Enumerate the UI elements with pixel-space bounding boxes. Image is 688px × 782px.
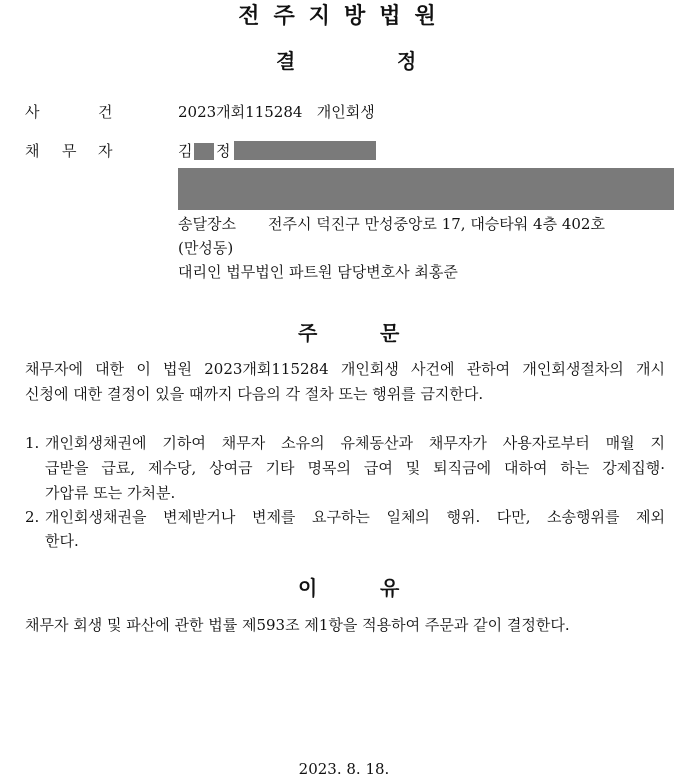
item-2-line2: 한다. xyxy=(45,532,79,550)
debtor-label-2: 무 xyxy=(62,142,77,160)
debtor-name-last: 정 xyxy=(216,142,231,160)
reason-heading-right: 유 xyxy=(380,576,400,600)
address-cont: (만성동) xyxy=(178,239,234,257)
doc-type-right: 정 xyxy=(397,49,417,73)
item-2-number: 2. xyxy=(25,508,40,526)
order-heading-left: 주 xyxy=(298,321,318,345)
redaction-address xyxy=(178,168,674,210)
order-heading-right: 문 xyxy=(380,321,400,345)
reason-text: 채무자 회생 및 파산에 관한 법률 제593조 제1항을 적용하여 주문과 같이 결정한다. xyxy=(25,616,570,634)
case-number: 2023개회115284 개인회생 xyxy=(178,103,375,121)
item-1-line1: 개인회생채권에 기하여 채무자 소유의 유체동산과 채무자가 사용자로부터 매월 지 xyxy=(45,434,665,452)
item-1-number: 1. xyxy=(25,434,40,452)
item-1-line2: 급받을 급료, 제수당, 상여금 기타 명목의 급여 및 퇴직금에 대하여 하는 강제집행· xyxy=(45,459,665,477)
debtor-label-3: 자 xyxy=(98,142,113,160)
debtor-name-first: 김 xyxy=(178,142,193,160)
order-intro-line2: 신청에 대한 결정이 있을 때까지 다음의 각 절차 또는 행위를 금지한다. xyxy=(25,385,484,403)
redaction-id xyxy=(234,141,376,160)
address-label: 송달장소 xyxy=(178,215,236,233)
court-name: 전주지방법원 xyxy=(238,4,450,29)
reason-heading-left: 이 xyxy=(298,576,318,600)
item-1-line3: 가압류 또는 가처분. xyxy=(45,484,176,502)
representative: 대리인 법무법인 파트원 담당변호사 최홍준 xyxy=(178,263,458,281)
decision-date: 2023. 8. 18. xyxy=(298,760,390,778)
case-label-1: 사 xyxy=(25,103,40,121)
item-2-line1: 개인회생채권을 변제받거나 변제를 요구하는 일체의 행위. 다만, 소송행위를 제외 xyxy=(45,508,665,526)
doc-type-left: 결 xyxy=(276,49,296,73)
debtor-label-1: 채 xyxy=(25,142,40,160)
redaction-name xyxy=(194,143,214,160)
address: 전주시 덕진구 만성중앙로 17, 대승타워 4층 402호 xyxy=(268,215,605,233)
order-intro-line1: 채무자에 대한 이 법원 2023개회115284 개인회생 사건에 관하여 개인회생절차의 개시 xyxy=(25,360,665,378)
case-label-2: 건 xyxy=(98,103,113,121)
